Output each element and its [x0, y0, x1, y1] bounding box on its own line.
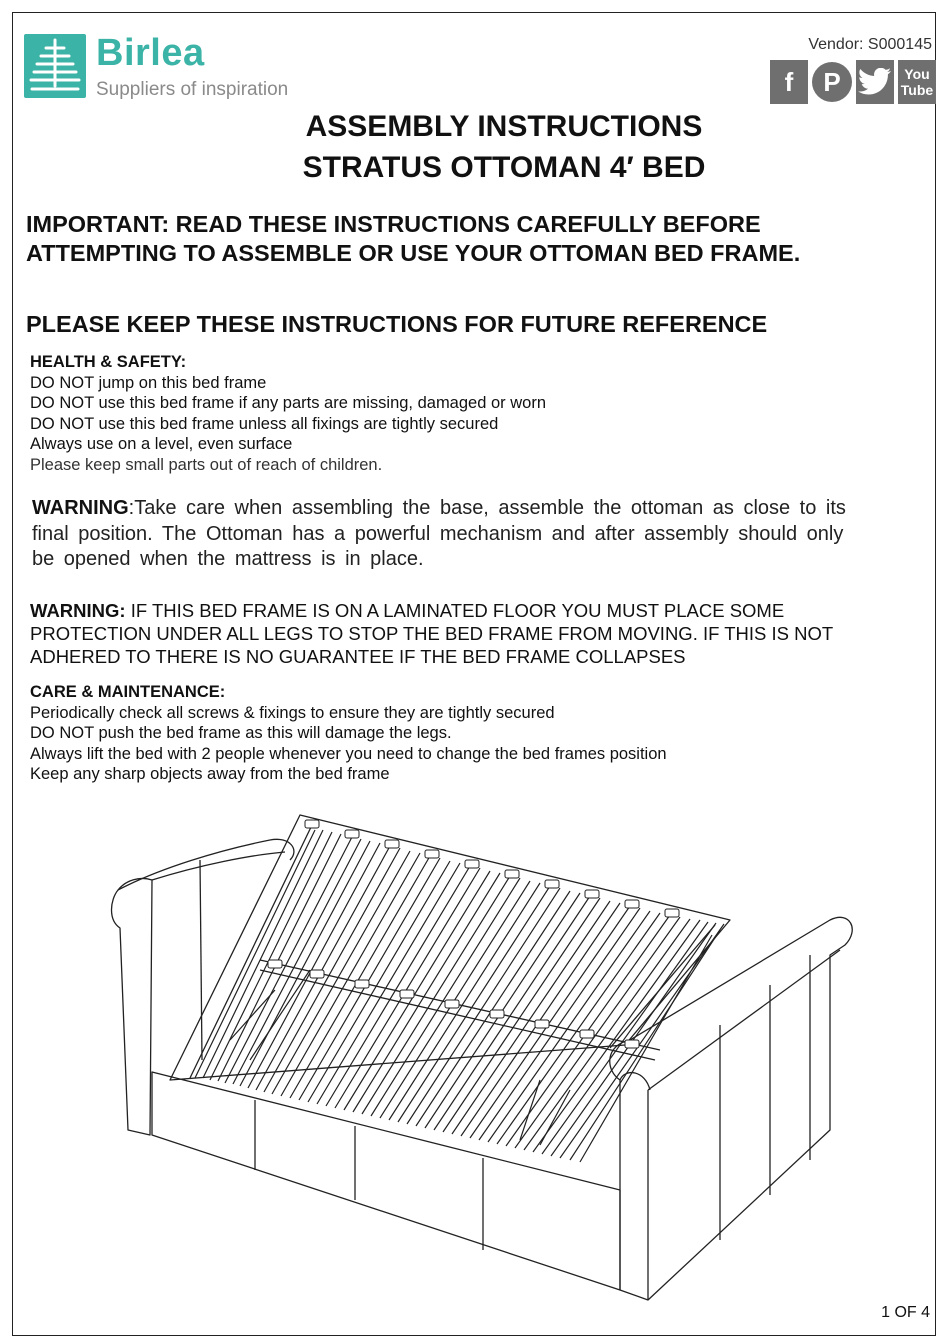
- warning-label: WARNING: [32, 497, 129, 519]
- important-notice: IMPORTANT: READ THESE INSTRUCTIONS CAREFULLY BEFORE ATTEMPTING TO ASSEMBLE OR USE YOUR OTTOMAN BED FRAME.: [26, 211, 801, 266]
- care-line: Always lift the bed with 2 people whenever you need to change the bed frames position: [30, 744, 667, 763]
- vendor-code: Vendor: S000145: [808, 36, 932, 53]
- health-line: DO NOT use this bed frame unless all fixings are tightly secured: [30, 414, 499, 433]
- care-line: DO NOT push the bed frame as this will damage the legs.: [30, 724, 452, 742]
- health-line: Please keep small parts out of reach of children.: [30, 455, 383, 474]
- title-line-2: STRATUS OTTOMAN 4′ BED: [302, 151, 706, 184]
- brand-tagline: Suppliers of inspiration: [96, 79, 289, 100]
- twitter-icon[interactable]: [856, 60, 894, 104]
- care-maintenance-heading: CARE & MAINTENANCE:: [30, 683, 226, 701]
- health-line: Always use on a level, even surface: [30, 435, 293, 453]
- title-line-1: ASSEMBLY INSTRUCTIONS: [305, 110, 703, 143]
- keep-instructions-notice: PLEASE KEEP THESE INSTRUCTIONS FOR FUTURE REFERENCE: [26, 311, 768, 337]
- ottoman-bed-illustration: [100, 810, 860, 1315]
- youtube-bottom-label: Tube: [900, 82, 934, 98]
- page-number: 1 OF 4: [881, 1304, 930, 1321]
- brand-name: Birlea: [96, 32, 205, 74]
- warning-laminated-floor: [30, 599, 910, 668]
- christmas-tree-logo-icon: [24, 34, 86, 98]
- youtube-top-label: You: [904, 66, 930, 82]
- health-line: DO NOT use this bed frame if any parts are missing, damaged or worn: [30, 394, 546, 412]
- care-maintenance-section: [30, 682, 667, 785]
- health-safety-section: [30, 352, 546, 475]
- warning-label: WARNING:: [30, 600, 126, 621]
- warning-floor-text: IF THIS BED FRAME IS ON A LAMINATED FLOOR YOU MUST PLACE SOME PROTECTION UNDER ALL LEGS TO STOP THE BED FRAME FROM MOVING. IF THIS IS NOT ADHERED TO THERE IS NO GUARANTEE IF THE BED FRAME COLLAPSES: [30, 600, 833, 667]
- warning-assembly-text: :Take care when assembling the base, assemble the ottoman as close to its final position. The Ottoman has a powerful mechanism and after assembly should only be opened when the mattress is in place.: [32, 497, 846, 570]
- social-icons: [770, 60, 936, 104]
- pinterest-icon[interactable]: P: [812, 62, 852, 102]
- facebook-icon[interactable]: f: [770, 60, 808, 104]
- youtube-icon[interactable]: [898, 60, 936, 104]
- care-line: Keep any sharp objects away from the bed frame: [30, 765, 390, 783]
- care-line: Periodically check all screws & fixings to ensure they are tightly secured: [30, 703, 555, 722]
- warning-assembly: [32, 496, 847, 573]
- health-line: DO NOT jump on this bed frame: [30, 373, 267, 392]
- brand-logo: [24, 34, 314, 104]
- health-safety-heading: HEALTH & SAFETY:: [30, 353, 187, 371]
